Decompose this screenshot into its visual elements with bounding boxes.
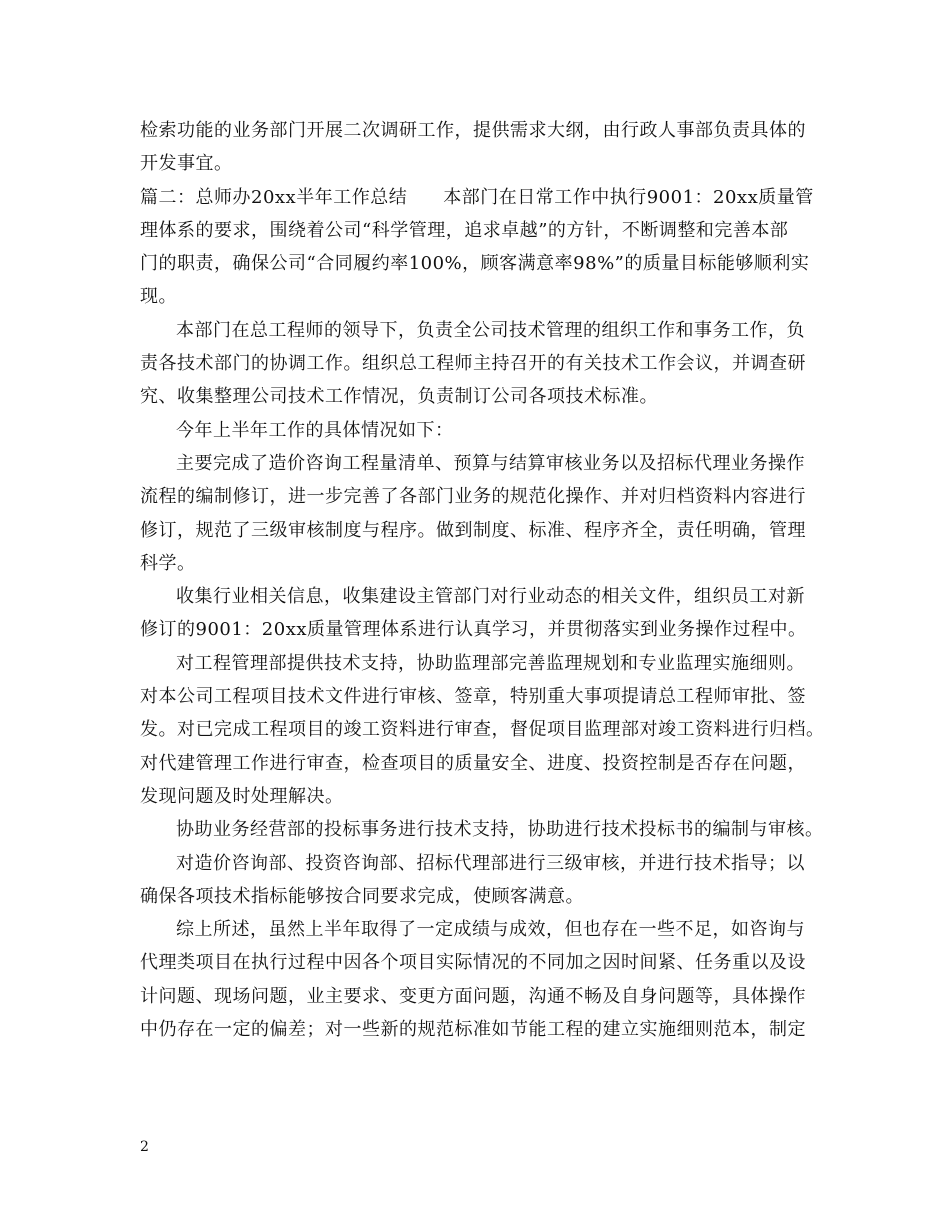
text-line [140,414,820,447]
text-line-content: 对代建管理工作进行审查，检查项目的质量安全、进度、投资控制是否存在问题， [140,752,806,774]
text-line [140,913,820,946]
text-line [140,980,820,1013]
text-line [140,647,820,680]
text-line-content: 对造价咨询部、投资咨询部、招标代理部进行三级审核，并进行技术指导；以 [176,852,805,874]
text-line-content: 中仍存在一定的偏差；对一些新的规范标准如节能工程的建立实施细则范本，制定 [140,1019,806,1041]
text-line-content: 对本公司工程项目技术文件进行审核、签章，特别重大事项提请总工程师审批、签 [140,686,806,708]
text-line-content: 发现问题及时处理解决。 [140,785,344,807]
text-line-content: 责各技术部门的协调工作。组织总工程师主持召开的有关技术工作会议，并调查研 [140,353,806,375]
text-line [140,680,820,713]
text-line-content: 今年上半年工作的具体情况如下： [176,419,454,441]
text-line-content: 本部门在总工程师的领导下，负责全公司技术管理的组织工作和事务工作，负 [176,319,805,341]
text-line-content: 协助业务经营部的投标事务进行技术支持，协助进行技术投标书的编制与审核。 [176,819,824,841]
text-line-content: 开发事宜。 [140,153,233,175]
text-line-content: 主要完成了造价咨询工程量清单、预算与结算审核业务以及招标代理业务操作 [176,452,805,474]
text-line-content: 理体系的要求，围绕着公司“科学管理，追求卓越”的方针，不断调整和完善本部 [140,219,789,241]
text-line [140,547,820,580]
text-line [140,747,820,780]
text-line-content: 收集行业相关信息，收集建设主管部门对行业动态的相关文件，组织员工对新 [176,586,805,608]
text-line [140,946,820,979]
text-line-content: 对工程管理部提供技术支持，协助监理部完善监理规划和专业监理实施细则。 [176,652,805,674]
text-line [140,280,820,313]
text-line-content: 代理类项目在执行过程中因各个项目实际情况的不同加之因时间紧、任务重以及设 [140,952,806,974]
text-line-content: 综上所述，虽然上半年取得了一定成绩与成效，但也存在一些不足，如咨询与 [176,919,805,941]
text-line-content: 科学。 [140,552,196,574]
text-line-content: 修订，规范了三级审核制度与程序。做到制度、标准、程序齐全，责任明确，管理 [140,519,806,541]
text-line [140,181,820,214]
text-line-content: 计问题、现场问题，业主要求、变更方面问题，沟通不畅及自身问题等，具体操作 [140,985,806,1007]
text-line-tail: 本部门在日常工作中执行9001：20xx质量管 [443,186,814,208]
text-line [140,847,820,880]
text-line [140,347,820,380]
text-line [140,514,820,547]
text-line [140,780,820,813]
text-line [140,613,820,646]
text-line-content: 篇二：总师办20xx半年工作总结 [140,186,408,208]
text-line-content: 门的职责，确保公司“合同履约率100%，顾客满意率98%”的质量目标能够顺利实 [140,253,810,275]
text-line [140,380,820,413]
text-line [140,214,820,247]
text-line [140,147,820,180]
text-line [140,114,820,147]
text-line [140,1013,820,1046]
text-line [140,447,820,480]
text-line [140,713,825,746]
text-line [140,480,820,513]
page-number: 2 [140,1139,149,1155]
text-line [140,880,820,913]
text-line [140,580,820,613]
body-text [140,114,825,1046]
text-line-content: 检索功能的业务部门开展二次调研工作，提供需求大纲，由行政人事部负责具体的 [140,120,806,141]
text-line-content: 发。对已完成工程项目的竣工资料进行审查，督促项目监理部对竣工资料进行归档。 [140,719,825,741]
text-line-content: 究、收集整理公司技术工作情况，负责制订公司各项技术标准。 [140,386,658,408]
text-line [140,247,820,280]
text-line-content: 修订的9001：20xx质量管理体系进行认真学习，并贯彻落实到业务操作过程中。 [140,619,807,641]
text-line [140,813,824,846]
text-line-content: 确保各项技术指标能够按合同要求完成，使顾客满意。 [140,885,584,907]
text-line-content: 现。 [140,286,177,308]
text-line [140,314,820,347]
text-line-content: 流程的编制修订，进一步完善了各部门业务的规范化操作、并对归档资料内容进行 [140,486,806,508]
